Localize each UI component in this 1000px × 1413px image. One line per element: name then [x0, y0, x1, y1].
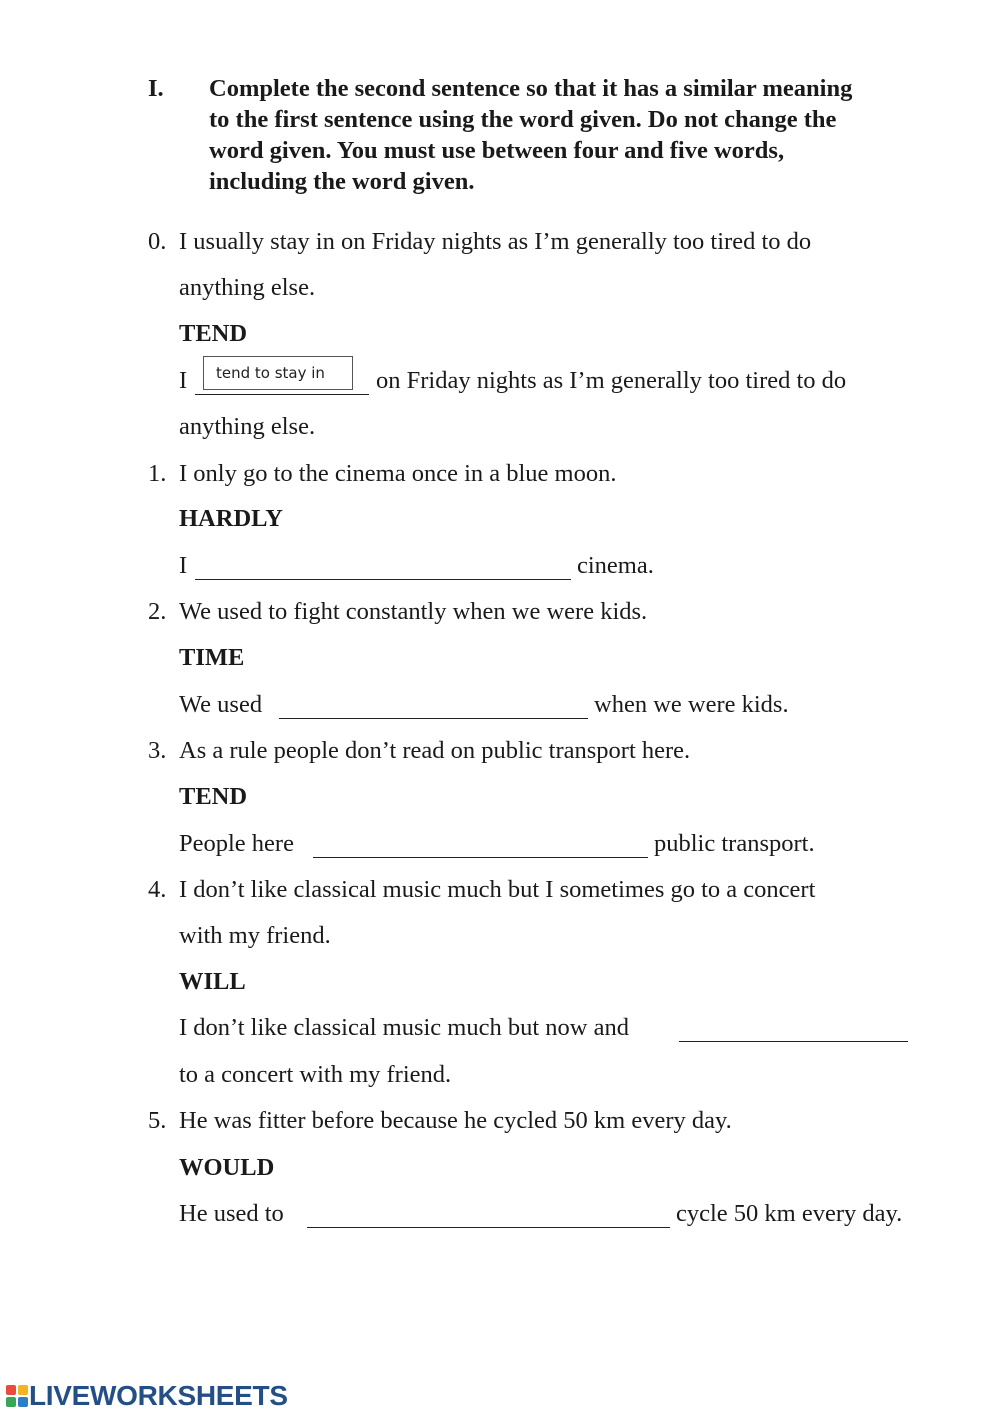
item-number: 4.	[148, 876, 167, 903]
answer-blank[interactable]	[313, 835, 648, 858]
item-sentence: As a rule people don’t read on public transport here.	[179, 737, 691, 764]
answer-blank[interactable]	[307, 1205, 670, 1228]
answer-prefix: I	[179, 552, 188, 579]
item-number: 0.	[148, 228, 167, 255]
item-sentence: I usually stay in on Friday nights as I’m generally too tired to do	[179, 228, 812, 255]
answer-input[interactable]: tend to stay in	[203, 356, 353, 390]
answer-suffix: on Friday nights as I’m generally too tired to do	[376, 367, 847, 394]
answer-continuation: to a concert with my friend.	[179, 1061, 452, 1088]
answer-blank[interactable]	[679, 1019, 908, 1042]
keyword: HARDLY	[179, 505, 283, 532]
item-sentence: I don’t like classical music much but I sometimes go to a concert	[179, 876, 816, 903]
instruction-line: to the first sentence using the word given. Do not change the	[209, 106, 837, 133]
answer-prefix: He used to	[179, 1200, 284, 1227]
item-number: 3.	[148, 737, 167, 764]
logo-squares-icon	[6, 1385, 28, 1407]
item-sentence: I only go to the cinema once in a blue moon.	[179, 460, 617, 487]
answer-prefix: People here	[179, 830, 294, 857]
answer-suffix: when we were kids.	[594, 691, 789, 718]
item-number: 1.	[148, 460, 167, 487]
answer-prefix: I	[179, 367, 188, 394]
answer-prefix: We used	[179, 691, 263, 718]
keyword: TIME	[179, 644, 245, 671]
keyword: TEND	[179, 783, 248, 810]
item-sentence: anything else.	[179, 274, 316, 301]
item-sentence: with my friend.	[179, 922, 331, 949]
keyword: WILL	[179, 968, 246, 995]
brand-name: LIVEWORKSHEETS	[29, 1380, 288, 1411]
instruction-line: including the word given.	[209, 168, 475, 195]
answer-suffix: cinema.	[577, 552, 654, 579]
item-sentence: He was fitter before because he cycled 50 km every day.	[179, 1107, 732, 1134]
instruction-line: Complete the second sentence so that it has a similar meaning	[209, 75, 853, 102]
answer-continuation: anything else.	[179, 413, 316, 440]
answer-suffix: public transport.	[654, 830, 815, 857]
item-sentence: We used to fight constantly when we were kids.	[179, 598, 648, 625]
keyword: TEND	[179, 320, 248, 347]
item-number: 5.	[148, 1107, 167, 1134]
item-number: 2.	[148, 598, 167, 625]
answer-blank[interactable]	[195, 557, 571, 580]
answer-prefix: I don’t like classical music much but now and	[179, 1014, 629, 1041]
answer-blank[interactable]	[279, 696, 588, 719]
keyword: WOULD	[179, 1154, 275, 1181]
instruction-line: word given. You must use between four and five words,	[209, 137, 785, 164]
liveworksheets-logo[interactable]	[6, 1381, 288, 1411]
answer-suffix: cycle 50 km every day.	[676, 1200, 903, 1227]
section-numeral: I.	[148, 75, 164, 102]
